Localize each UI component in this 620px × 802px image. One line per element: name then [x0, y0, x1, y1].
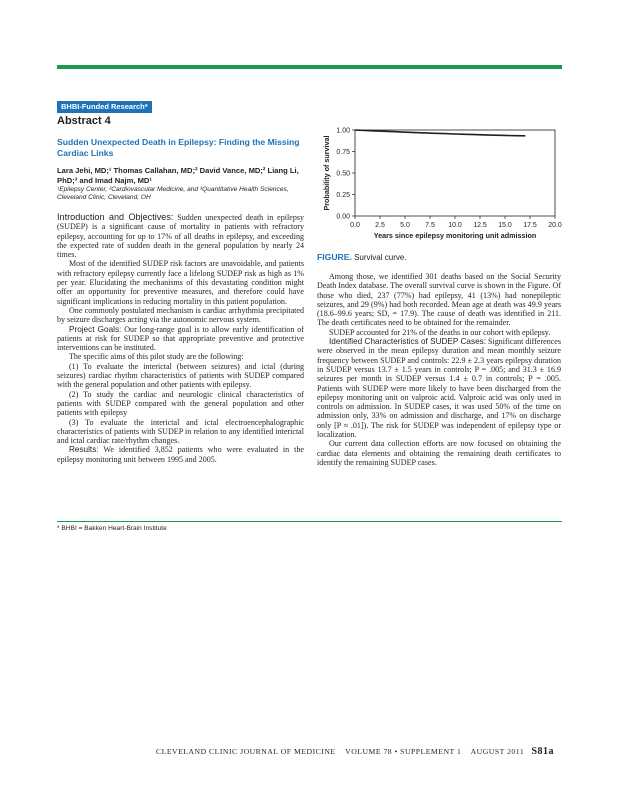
figure-caption — [317, 252, 407, 262]
intro-paragraph — [57, 213, 304, 259]
paragraph: SUDEP accounted for 21% of the deaths in our cohort with epilepsy. — [329, 327, 551, 337]
data-point — [434, 133, 435, 134]
issue-date: AUGUST 2011 — [470, 747, 525, 756]
footnote: * BHBI = Bakken Heart-Brain Institute — [57, 525, 167, 532]
data-point — [484, 134, 485, 135]
y-tick-label: 0.00 — [336, 213, 350, 221]
data-point — [504, 135, 505, 136]
y-axis-label: Probability of survival — [322, 135, 331, 211]
paragraph: The specific aims of this pilot study are the following: — [69, 352, 244, 362]
running-footer — [156, 746, 554, 757]
article-title: Sudden Unexpected Death in Epilepsy: Finding the Missing Cardiac Links — [57, 137, 300, 158]
funding-badge: BHBI-Funded Research* — [57, 101, 152, 113]
results-heading: Results: — [69, 445, 99, 455]
page-number: S81a — [531, 746, 554, 757]
abstract-number: Abstract 4 — [57, 115, 111, 127]
identified-text: Significant differences were observed in the mean epilepsy duration and mean monthly seizure frequency between SUDEP and controls: 22.9 ± 2.3 years epilepsy duration in SUDEP versus 13.7 ± 1.5 years in controls; P = .005; and 31.3 ± 16.9 seizures per month in SUDEP versus 1.4 ± 0.7 in controls; P = .005. Patients with SUDEP were more likely to have been discharged from the epilepsy monitoring unit on valproic acid. Valproic acid was only used in controls on admission. In SUDEP cases, it was used 50% of the time on admission only, 33% on admission and discharge, and 17% on discharge only [P ≈ .01]). The risk for SUDEP was independent of epilepsy type or localization. — [317, 337, 562, 440]
goals-heading: Project Goals: — [69, 324, 122, 334]
intro-text: Sudden unexpected death in epilepsy (SUDEP) is a significant cause of mortality in patients with refractory epilepsy, accounting for up to 17% of all deaths in epilepsy, and exceeding the expected rate of sudden death in the general population by nearly 24 times. — [57, 213, 304, 260]
y-tick-label: 0.25 — [336, 192, 350, 199]
paragraph: Our current data collection efforts are now focused on obtaining the cardiac data elements and obtaining the remaining death certificates to identify the remaining SUDEP cases. — [317, 439, 561, 467]
data-point — [374, 130, 375, 131]
data-point — [424, 132, 425, 133]
x-tick-label: 5.0 — [400, 222, 410, 229]
author-list: Lara Jehi, MD;¹ Thomas Callahan, MD;² David Vance, MD;² Liang Li, PhD;³ and Imad Najm, MD¹ — [57, 166, 299, 185]
survival-chart — [317, 120, 567, 250]
paragraph: Among those, we identified 301 deaths based on the Social Security Death Index database. The overall survival curve is shown in the Figure. Of those who died, 237 (77%) had epilepsy, 41 (13%) had nonepileptic seizures, and 29 (9%) had both recorded. Mean age at death was 49.9 years (18.6–99.6 years; SD, = 17.9). The cause of death was identified in 211. The death certificates need to be obtained for the remainder. — [317, 272, 561, 328]
affiliations: ¹Epilepsy Center, ²Cardiovascular Medicine, and ³Quantitative Health Sciences, Cleveland Clinic, Cleveland, OH — [57, 186, 289, 202]
data-point — [364, 130, 365, 131]
x-tick-label: 17.5 — [523, 222, 537, 229]
aim-2: (2) To study the cardiac and neurologic clinical characteristics of patients with SUDEP compared with the general population and other patients with epilepsy — [57, 389, 304, 418]
x-tick-label: 10.0 — [448, 222, 462, 229]
journal-name: CLEVELAND CLINIC JOURNAL OF MEDICINE — [156, 747, 336, 756]
x-tick-label: 0.0 — [350, 222, 360, 229]
x-tick-label: 7.5 — [425, 222, 435, 229]
data-point — [444, 133, 445, 134]
column-right — [317, 272, 561, 467]
x-tick-label: 2.5 — [375, 222, 385, 229]
paragraph: Most of the identified SUDEP risk factors are unavoidable, and patients with refractory epilepsy currently face a lifelong SUDEP risk as high as 1% per year. Elucidating the mechanisms of this devastating condition might offer an opportunity for preventive measures, and therefore could have significant implications in reducing mortality in this patient population. — [57, 259, 304, 306]
column-left — [57, 213, 304, 464]
x-tick-label: 15.0 — [498, 222, 512, 229]
identified-paragraph — [317, 337, 561, 439]
data-point — [394, 131, 395, 132]
data-point — [464, 134, 465, 135]
aim-1: (1) To evaluate the interictal (between seizures) and ictal (during seizures) cardiac rhythm characteristics of patients with SUDEP compared with the general population and other patients with epilepsy. — [57, 361, 304, 390]
data-point — [404, 132, 405, 133]
goals-text: Our long-range goal is to allow early identification of patients at risk for SUDEP so that appropriate preventive and protective interventions can be instituted. — [57, 324, 304, 353]
data-point — [354, 129, 355, 130]
survival-curve — [355, 130, 525, 136]
identified-heading: Identified Characteristics of SUDEP Cases: — [329, 337, 486, 347]
data-point — [474, 134, 475, 135]
data-point — [494, 135, 495, 136]
data-point — [514, 135, 515, 136]
aim-3: (3) To evaluate the interictal and ictal electroencephalographic characteristics of patients with SUDEP in relation to any identified interictal and ictal cardiac rate/rhythm changes. — [57, 417, 304, 446]
plot-frame — [355, 130, 555, 216]
results-paragraph — [57, 445, 304, 464]
goals-paragraph — [57, 325, 304, 353]
y-tick-label: 0.75 — [336, 149, 350, 156]
data-point — [524, 135, 525, 136]
figure-label: FIGURE. — [317, 252, 352, 262]
results-text: We identified 3,852 patients who were evaluated in the epilepsy monitoring unit between 1995 and 2005. — [57, 445, 304, 464]
data-point — [384, 131, 385, 132]
data-point — [414, 132, 415, 133]
data-point — [454, 133, 455, 134]
y-tick-label: 0.50 — [336, 170, 350, 178]
x-tick-label: 20.0 — [548, 222, 562, 229]
y-tick-label: 1.00 — [336, 127, 350, 135]
x-axis-label: Years since epilepsy monitoring unit admission — [373, 231, 537, 240]
top-rule — [57, 65, 562, 69]
volume-info: VOLUME 78 • SUPPLEMENT 1 — [345, 747, 462, 756]
paragraph: One commonly postulated mechanism is cardiac arrhythmia precipitated by seizure discharges acting via the autonomic nervous system. — [57, 305, 304, 325]
x-tick-label: 12.5 — [473, 222, 487, 229]
intro-heading: Introduction and Objectives: — [57, 212, 174, 222]
bottom-rule — [57, 521, 562, 522]
figure-caption-text: Survival curve. — [351, 253, 407, 262]
